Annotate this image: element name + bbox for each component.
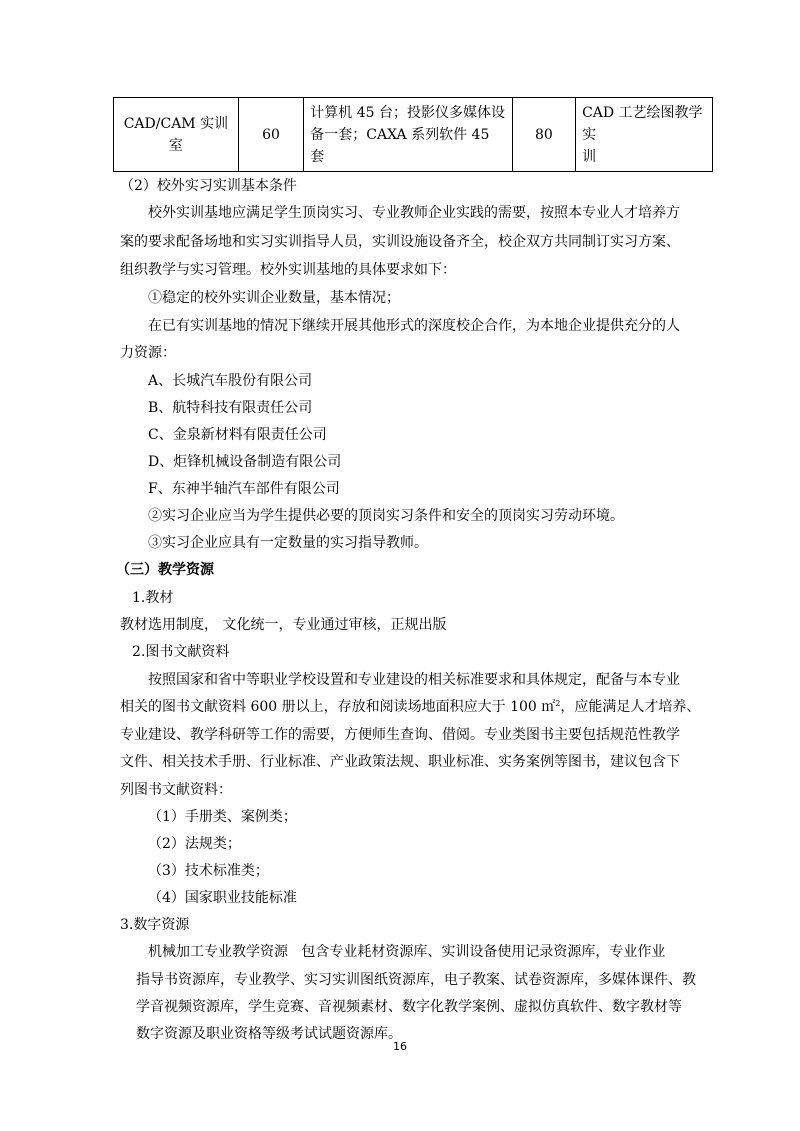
training-room-table [113, 97, 713, 172]
subsection-heading: 2.图书文献资料 [132, 644, 230, 660]
paragraph-text: 相关的图书文献资料 600 册以上，存放和阅读场地面积应大于 100 ㎡ [120, 699, 556, 715]
company-list-item: B、航特科技有限责任公司 [148, 400, 313, 416]
paragraph-line: 文件、相关技术手册、行业标准、产业政策法规、职业标准、实务案例等图书，建议包含下 [120, 754, 680, 770]
paragraph-line: 机械加工专业教学资源 包含专业耗材资源库、实训设备使用记录资源库，专业作业 [148, 944, 666, 960]
company-list-item: C、金泉新材料有限责任公司 [148, 427, 327, 443]
paragraph-line: 案的要求配备场地和实习实训指导人员，实训设施设备齐全，校企双方共同制订实习方案、 [120, 234, 680, 250]
paragraph-line [120, 697, 700, 717]
equipment-line-2: 备一套；CAXA 系列软件 45 套 [310, 126, 490, 165]
tasks-line-1: CAD 工艺绘图教学实 [582, 104, 703, 143]
paragraph-line: 校外实训基地应满足学生顶岗实习、专业教师企业实践的需要，按照本专业人才培养方 [148, 205, 680, 221]
subsection-heading: （2）校外实习实训基本条件 [120, 178, 297, 194]
list-item: ③实习企业应具有一定数量的实习指导教师。 [148, 535, 428, 551]
capacity-cell: 80 [512, 98, 575, 172]
page-number: 16 [393, 1040, 407, 1053]
room-name-cell: CAD/CAM 实训室 [114, 98, 239, 172]
list-item: ①稳定的校外实训企业数量，基本情况； [148, 290, 400, 306]
station-count-cell: 60 [238, 98, 303, 172]
superscript: 2 [555, 699, 561, 708]
tasks-line-2: 训 [582, 148, 597, 165]
table-row [114, 98, 713, 172]
subsection-heading: 3.数字资源 [120, 917, 190, 933]
paragraph-line: 列图书文献资料： [120, 782, 232, 798]
paragraph-line: 专业建设、教学科研等工作的需要，方便师生查询、借阅。专业类图书主要包括规范性教学 [120, 727, 680, 743]
paragraph-line: 教材选用制度， 文化统一，专业通过审核，正规出版 [120, 617, 447, 633]
book-category-item: （1）手册类、案例类； [148, 809, 297, 825]
equipment-cell [304, 98, 512, 172]
paragraph-line: 数字资源及职业资格等级考试试题资源库。 [136, 1026, 402, 1042]
company-list-item: A、长城汽车股份有限公司 [148, 373, 313, 389]
paragraph-line: 组织教学与实习管理。校外实训基地的具体要求如下： [120, 262, 456, 278]
list-item: ②实习企业应当为学生提供必要的顶岗实习条件和安全的顶岗实习劳动环境。 [148, 508, 624, 524]
paragraph-line: 力资源： [120, 345, 176, 361]
paragraph-line: 按照国家和省中等职业学校设置和专业建设的相关标准要求和具体规定，配备与本专业 [148, 672, 680, 688]
training-tasks-cell [576, 98, 713, 172]
company-list-item: F、东神半轴汽车部件有限公司 [148, 481, 340, 497]
book-category-item: （2）法规类； [148, 836, 241, 852]
equipment-line-1: 计算机 45 台；投影仪多媒体设 [310, 104, 505, 121]
company-list-item: D、炬锋机械设备制造有限公司 [148, 454, 342, 470]
paragraph-line: 在已有实训基地的情况下继续开展其他形式的深度校企合作，为本地企业提供充分的人 [148, 318, 680, 334]
book-category-item: （4）国家职业技能标准 [148, 890, 297, 906]
section-heading: （三）教学资源 [116, 562, 214, 578]
paragraph-text: ，应能满足人才培养、 [560, 699, 701, 715]
subsection-heading: 1.教材 [132, 590, 174, 606]
paragraph-line: 学音视频资源库，学生竞赛、音视频素材、数字化教学案例、虚拟仿真软件、数字教材等 [136, 999, 682, 1015]
book-category-item: （3）技术标准类； [148, 863, 269, 879]
paragraph-line: 指导书资源库，专业教学、实习实训图纸资源库，电子教案、试卷资源库，多媒体课件、教 [136, 972, 696, 988]
